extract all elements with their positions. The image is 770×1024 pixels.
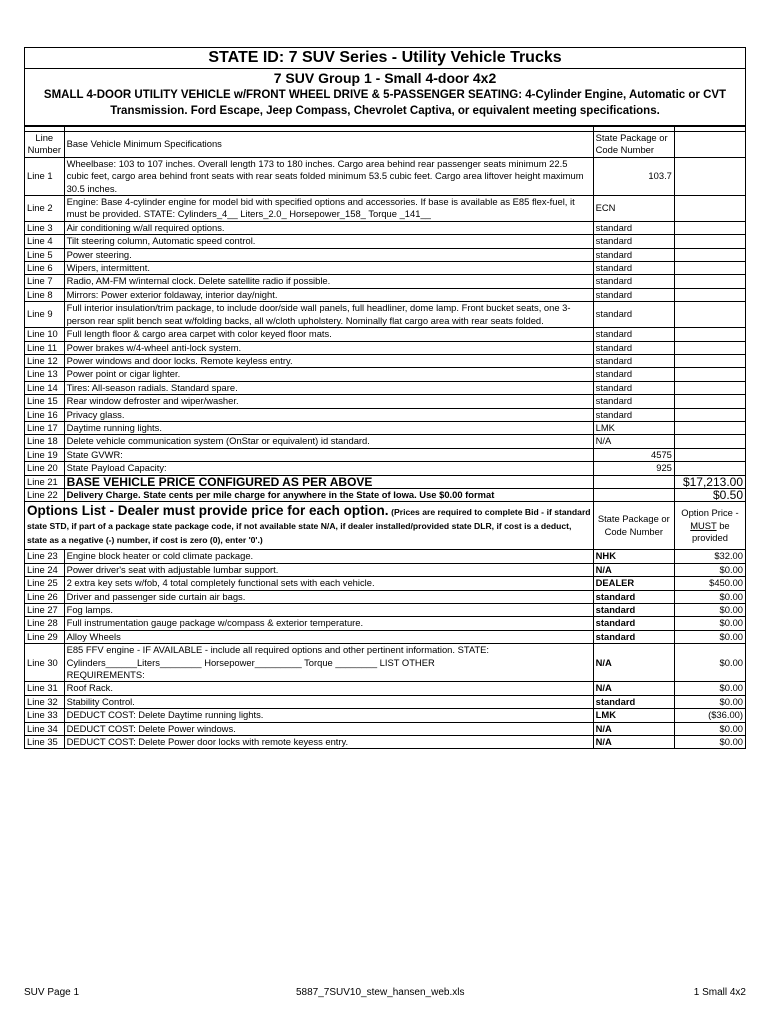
code-value: standard [593,604,674,617]
code-value: N/A [593,682,674,695]
options-col-code: State Package or Code Number [593,502,674,550]
price-value: ($36.00) [674,709,745,722]
price-value [674,262,745,275]
base-header-row [25,132,746,158]
code-value: standard [593,695,674,708]
title-block [24,47,746,126]
footer-left: SUV Page 1 [24,987,80,998]
line-label: Line 13 [25,368,65,381]
delivery-charge-label: Delivery Charge. State cents per mile charge for anywhere in the State of Iowa. Use $0.00 format [64,488,593,501]
code-value: standard [593,221,674,234]
group-title: 7 SUV Group 1 - Small 4-door 4x2 [273,70,497,86]
code-value: standard [593,381,674,394]
spec-text: Power steering. [64,248,593,261]
price-value [674,288,745,301]
table-row [25,354,746,367]
spec-text: DEDUCT COST: Delete Daytime running lights. [64,709,593,722]
spec-sheet [24,47,746,749]
spec-text: Daytime running lights. [64,421,593,434]
col-header-code: State Package or Code Number [593,132,674,158]
price-value: $0.00 [674,644,745,682]
table-row [25,395,746,408]
spec-text: Air conditioning w/all required options. [64,221,593,234]
options-note-inline: (Prices are required to complete Bid - [391,507,544,518]
spec-text: Rear window defroster and wiper/washer. [64,395,593,408]
spec-text: DEDUCT COST: Delete Power door locks with remote keyess entry. [64,736,593,749]
spec-text: Power windows and door locks. Remote keyless entry. [64,354,593,367]
options-header [25,502,594,550]
option-row [25,604,746,617]
options-title: Options List - Dealer must provide price for each option. [27,503,389,519]
price-value [674,435,745,448]
price-value: $0.00 [674,736,745,749]
code-value: standard [593,408,674,421]
spec-text-line: Cylinders______Liters________ Horsepower_________ Torque ________ LIST OTHER [66,656,435,668]
option-row [25,590,746,603]
spec-table [24,126,746,749]
option-row [25,577,746,590]
spec-text: Engine block heater or cold climate package. [64,550,593,563]
table-row [25,421,746,434]
col-header-spec: Base Vehicle Minimum Specifications [64,132,593,158]
price-value [674,221,745,234]
code-value: NHK [593,550,674,563]
line-label: Line 27 [25,604,65,617]
price-value [674,354,745,367]
spec-text: Power point or cigar lighter. [64,368,593,381]
line-label: Line 20 [25,462,65,475]
price-value [674,408,745,421]
table-row [25,262,746,275]
price-value [674,381,745,394]
spec-text: Wipers, intermittent. [64,262,593,275]
spec-text: Radio, AM-FM w/internal clock. Delete satellite radio if possible. [64,275,593,288]
price-value: $0.00 [674,590,745,603]
code-value: standard [593,630,674,643]
price-value [674,157,745,195]
code-value: standard [593,288,674,301]
line-label: Line 34 [25,722,65,735]
code-value: standard [593,248,674,261]
line-label: Line 10 [25,328,65,341]
line-label: Line 21 [25,475,65,488]
spec-text: State GVWR: [64,448,593,461]
code-value: N/A [593,563,674,576]
code-value: 4575 [593,448,674,461]
line-label: Line 29 [25,630,65,643]
options-col-price-a: Option Price - [681,507,739,519]
code-value: standard [593,354,674,367]
line-label: Line 19 [25,448,65,461]
option-row [25,736,746,749]
spec-text: Power driver's seat with adjustable lumbar support. [64,563,593,576]
line-label: Line 16 [25,408,65,421]
table-row [25,275,746,288]
spec-text: Mirrors: Power exterior foldaway, interior day/night. [64,288,593,301]
price-value: $0.00 [674,604,745,617]
spec-text-line: E85 FFV engine - IF AVAILABLE - include all required options and other pertinent information. STATE: [66,644,490,656]
price-value: $32.00 [674,550,745,563]
delivery-charge-row [25,488,746,501]
delivery-charge-value: $0.50 [674,488,745,501]
code-value: DEALER [593,577,674,590]
option-row [25,644,746,682]
price-value [674,341,745,354]
line-label: Line 15 [25,395,65,408]
spec-text: Full instrumentation gauge package w/compass & exterior temperature. [64,617,593,630]
line-label: Line 33 [25,709,65,722]
line-label: Line 23 [25,550,65,563]
code-value: N/A [593,722,674,735]
price-value [674,302,745,328]
line-label: Line 11 [25,341,65,354]
price-value [674,328,745,341]
spec-text: State Payload Capacity: [64,462,593,475]
code-value: standard [593,341,674,354]
line-label: Line 32 [25,695,65,708]
code-value: standard [593,368,674,381]
price-value [674,395,745,408]
option-row [25,709,746,722]
price-value [674,196,745,222]
spec-text: Privacy glass. [64,408,593,421]
line-label: Line 22 [25,488,65,501]
spec-text: 2 extra key sets w/fob, 4 total completely functional sets with each vehicle. [64,577,593,590]
spec-text [64,644,593,682]
price-value [674,421,745,434]
code-value: standard [593,302,674,328]
option-row [25,617,746,630]
table-row [25,196,746,222]
spec-text: Tilt steering column, Automatic speed control. [64,235,593,248]
code-value: standard [593,617,674,630]
code-value: LMK [593,709,674,722]
col-header-line: Line Number [25,132,65,158]
option-row [25,682,746,695]
line-label: Line 7 [25,275,65,288]
line-label: Line 18 [25,435,65,448]
options-col-price-must: MUST [690,519,717,531]
code-value: ECN [593,196,674,222]
price-value [674,368,745,381]
page-title: STATE ID: 7 SUV Series - Utility Vehicle Trucks [25,48,745,69]
table-row [25,435,746,448]
price-value: $0.00 [674,695,745,708]
line-label: Line 8 [25,288,65,301]
line-label: Line 26 [25,590,65,603]
code-value: standard [593,275,674,288]
table-row [25,302,746,328]
spec-text-line: REQUIREMENTS: [66,669,145,681]
line-label: Line 24 [25,563,65,576]
base-price-label: BASE VEHICLE PRICE CONFIGURED AS PER ABOVE [64,475,593,488]
base-price-value: $17,213.00 [674,475,745,488]
spec-text: Full interior insulation/trim package, to include door/side wall panels, full headliner, dome lamp. Front bucket seats, one 3-person rear split bench seat w/folding backs, all w/cloth upholstery. Nominally flat cargo area with rear seats folded. [64,302,593,328]
spec-text: Delete vehicle communication system (OnStar or equivalent) id standard. [64,435,593,448]
table-row [25,448,746,461]
price-value: $0.00 [674,722,745,735]
line-label: Line 1 [25,157,65,195]
spec-text: DEDUCT COST: Delete Power windows. [64,722,593,735]
line-label: Line 35 [25,736,65,749]
spec-text: Fog lamps. [64,604,593,617]
line-label: Line 30 [25,644,65,682]
table-row [25,368,746,381]
footer-right: 1 Small 4x2 [693,987,746,998]
table-row [25,328,746,341]
line-label: Line 31 [25,682,65,695]
price-value: $0.00 [674,563,745,576]
spec-text: Tires: All-season radials. Standard spare. [64,381,593,394]
option-row [25,550,746,563]
code-value: 103.7 [593,157,674,195]
line-label: Line 5 [25,248,65,261]
code-value: LMK [593,421,674,434]
spec-text: Power brakes w/4-wheel anti-lock system. [64,341,593,354]
table-row [25,157,746,195]
footer-center: 5887_7SUV10_stew_hansen_web.xls [296,987,465,998]
code-value: N/A [593,736,674,749]
line-label: Line 3 [25,221,65,234]
line-label: Line 28 [25,617,65,630]
code-value: standard [593,395,674,408]
spec-text: Driver and passenger side curtain air bags. [64,590,593,603]
line-label: Line 9 [25,302,65,328]
line-label: Line 14 [25,381,65,394]
table-row [25,462,746,475]
line-label: Line 12 [25,354,65,367]
price-value [674,448,745,461]
option-row [25,563,746,576]
spec-text: Engine: Base 4-cylinder engine for model bid with specified options and accessories. If base is available as E85 flex-fuel, it must be provided. STATE: Cylinders_4__ Liters_2.0_ Horsepower_158_ Torque _141__ [64,196,593,222]
table-row [25,341,746,354]
options-header-row [25,502,746,550]
line-label: Line 2 [25,196,65,222]
vehicle-description: SMALL 4-DOOR UTILITY VEHICLE w/FRONT WHEEL DRIVE & 5-PASSENGER SEATING: 4-Cylinder Engine, Automatic or CVT Transmission. Ford Escape, Jeep Compass, Chevrolet Captiva, or equivalent meeting specifications. [43,89,727,117]
spec-text: Stability Control. [64,695,593,708]
table-row [25,221,746,234]
price-value: $0.00 [674,682,745,695]
spec-text: Wheelbase: 103 to 107 inches. Overall length 173 to 180 inches. Cargo area behind rear passenger seats minimum 22.5 cubic feet, cargo area behind front seats with rear seats folded minimum 53.5 cubic feet. Cargo area liftover height maximum 30.5 inches. [64,157,593,195]
table-row [25,248,746,261]
price-value [674,248,745,261]
price-value: $0.00 [674,617,745,630]
line-label: Line 17 [25,421,65,434]
code-value: standard [593,235,674,248]
code-value: standard [593,328,674,341]
spec-text: Full length floor & cargo area carpet with color keyed floor mats. [64,328,593,341]
price-value: $0.00 [674,630,745,643]
option-row [25,695,746,708]
line-label: Line 6 [25,262,65,275]
price-value [674,462,745,475]
base-price-row [25,475,746,488]
option-row [25,722,746,735]
options-note: if standard state STD, if part of a package state package code, if not available state N/A, if dealer installed/provided state DLR, if cost is a deduct, state as a negative (-) number, if cost is zero (0), enter '0'.) [27,507,591,546]
table-row [25,408,746,421]
price-value: $450.00 [674,577,745,590]
code-value: standard [593,262,674,275]
code-value: standard [593,590,674,603]
price-value [674,275,745,288]
code-value: N/A [593,644,674,682]
line-label: Line 4 [25,235,65,248]
code-value: 925 [593,462,674,475]
price-value [674,235,745,248]
table-row [25,381,746,394]
code-value: N/A [593,435,674,448]
table-row [25,235,746,248]
spec-text: Alloy Wheels [64,630,593,643]
option-row [25,630,746,643]
options-col-price-c: be provided [691,519,730,544]
options-col-price [674,502,745,550]
table-row [25,288,746,301]
spec-text: Roof Rack. [64,682,593,695]
line-label: Line 25 [25,577,65,590]
